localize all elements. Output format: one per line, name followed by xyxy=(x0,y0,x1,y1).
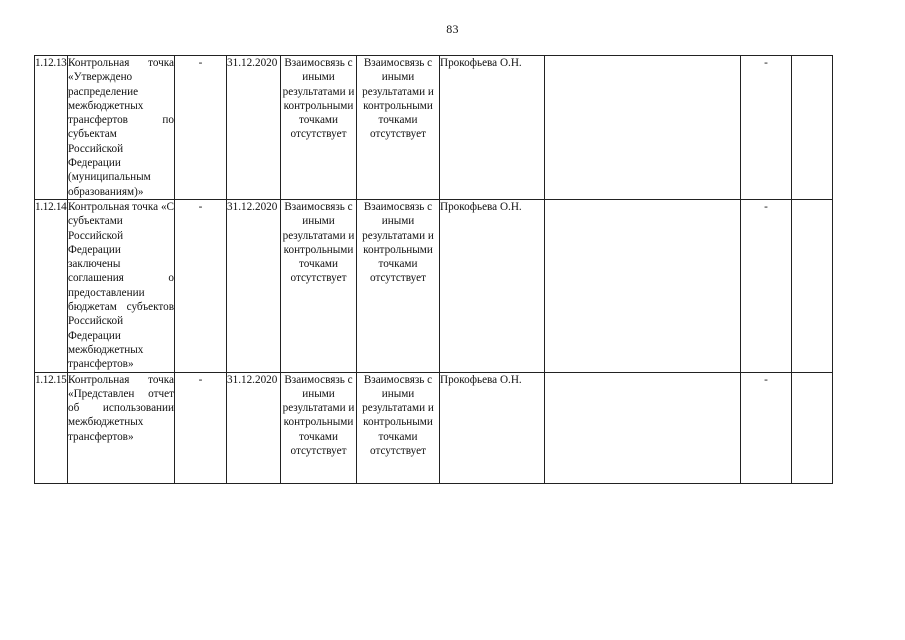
cell-value: - xyxy=(175,199,227,372)
row-number: 1.12.15 xyxy=(35,372,68,483)
relation-checkpoints: Взаимосвязь с иными результатами и контрольными точками отсутствует xyxy=(357,199,440,372)
cell-empty xyxy=(792,56,833,200)
cell-empty xyxy=(545,199,741,372)
cell-value: - xyxy=(175,56,227,200)
table-row xyxy=(35,56,833,200)
cell-empty xyxy=(792,199,833,372)
responsible-person: Прокофьева О.Н. xyxy=(440,56,545,200)
control-points-table xyxy=(34,55,833,484)
relation-results: Взаимосвязь с иными результатами и контрольными точками отсутствует xyxy=(281,372,357,483)
relation-checkpoints: Взаимосвязь с иными результатами и контрольными точками отсутствует xyxy=(357,56,440,200)
cell-value: - xyxy=(741,372,792,483)
cell-value: - xyxy=(175,372,227,483)
control-point-name: Контрольная точка «Представлен отчет об использовании межбюджетных трансфертов» xyxy=(68,372,175,483)
relation-results: Взаимосвязь с иными результатами и контрольными точками отсутствует xyxy=(281,199,357,372)
cell-empty xyxy=(545,372,741,483)
cell-empty xyxy=(545,56,741,200)
row-number: 1.12.14 xyxy=(35,199,68,372)
table-row xyxy=(35,372,833,483)
deadline-date: 31.12.2020 xyxy=(227,372,281,483)
row-number: 1.12.13 xyxy=(35,56,68,200)
responsible-person: Прокофьева О.Н. xyxy=(440,372,545,483)
cell-value: - xyxy=(741,56,792,200)
relation-checkpoints: Взаимосвязь с иными результатами и контрольными точками отсутствует xyxy=(357,372,440,483)
cell-empty xyxy=(792,372,833,483)
relation-results: Взаимосвязь с иными результатами и контрольными точками отсутствует xyxy=(281,56,357,200)
control-point-name: Контрольная точка «Утверждено распределение межбюджетных трансфертов по субъектам Российской Федерации (муниципальным образованиям)» xyxy=(68,57,174,198)
control-point-name: Контрольная точка «С субъектами Российской Федерации заключены соглашения о предоставлении бюджетам субъектов Российской Федерации межбюджетных трансфертов» xyxy=(68,200,174,371)
deadline-date: 31.12.2020 xyxy=(227,56,281,200)
page-number: 83 xyxy=(446,22,459,36)
table-row xyxy=(35,199,833,372)
responsible-person: Прокофьева О.Н. xyxy=(440,199,545,372)
cell-value: - xyxy=(741,199,792,372)
deadline-date: 31.12.2020 xyxy=(227,199,281,372)
